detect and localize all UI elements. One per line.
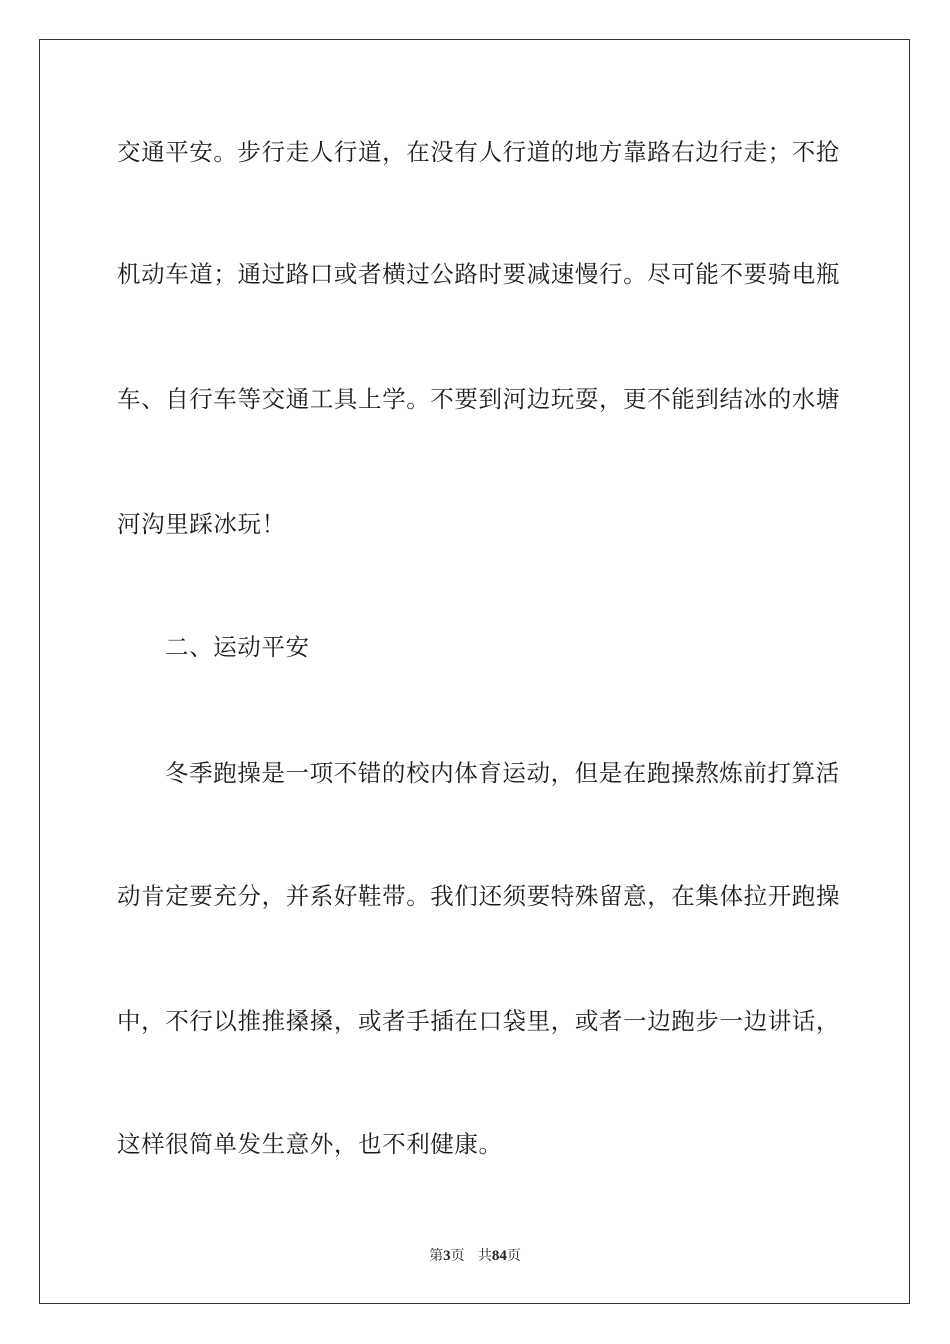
paragraph-1-line-1: 交通平安。步行走人行道，在没有人行道的地方靠路右边行走；不抢 <box>117 138 840 166</box>
page-suffix: 页 <box>450 1248 465 1264</box>
paragraph-2-line-3: 中，不行以推推搡搡，或者手插在口袋里，或者一边跑步一边讲话， <box>117 1007 840 1035</box>
page-footer <box>0 1246 950 1266</box>
page-prefix: 第 <box>429 1248 444 1264</box>
total-prefix: 共 <box>477 1248 492 1264</box>
paragraph-2-line-2: 动肯定要充分，并系好鞋带。我们还须要特殊留意，在集体拉开跑操 <box>117 882 840 910</box>
section-heading: 二、运动平安 <box>165 633 310 661</box>
page-number: 3 <box>443 1248 451 1264</box>
total-pages: 84 <box>491 1248 507 1264</box>
paragraph-2-line-4: 这样很简单发生意外，也不利健康。 <box>117 1130 503 1158</box>
paragraph-2-line-1: 冬季跑操是一项不错的校内体育运动，但是在跑操熬炼前打算活 <box>165 759 840 787</box>
paragraph-1-line-4: 河沟里踩冰玩！ <box>117 510 286 538</box>
paragraph-1-line-3: 车、自行车等交通工具上学。不要到河边玩耍，更不能到结冰的水塘 <box>117 385 840 413</box>
page-border <box>39 39 910 1304</box>
paragraph-1-line-2: 机动车道；通过路口或者横过公路时要减速慢行。尽可能不要骑电瓶 <box>117 260 840 288</box>
total-suffix: 页 <box>506 1248 521 1264</box>
